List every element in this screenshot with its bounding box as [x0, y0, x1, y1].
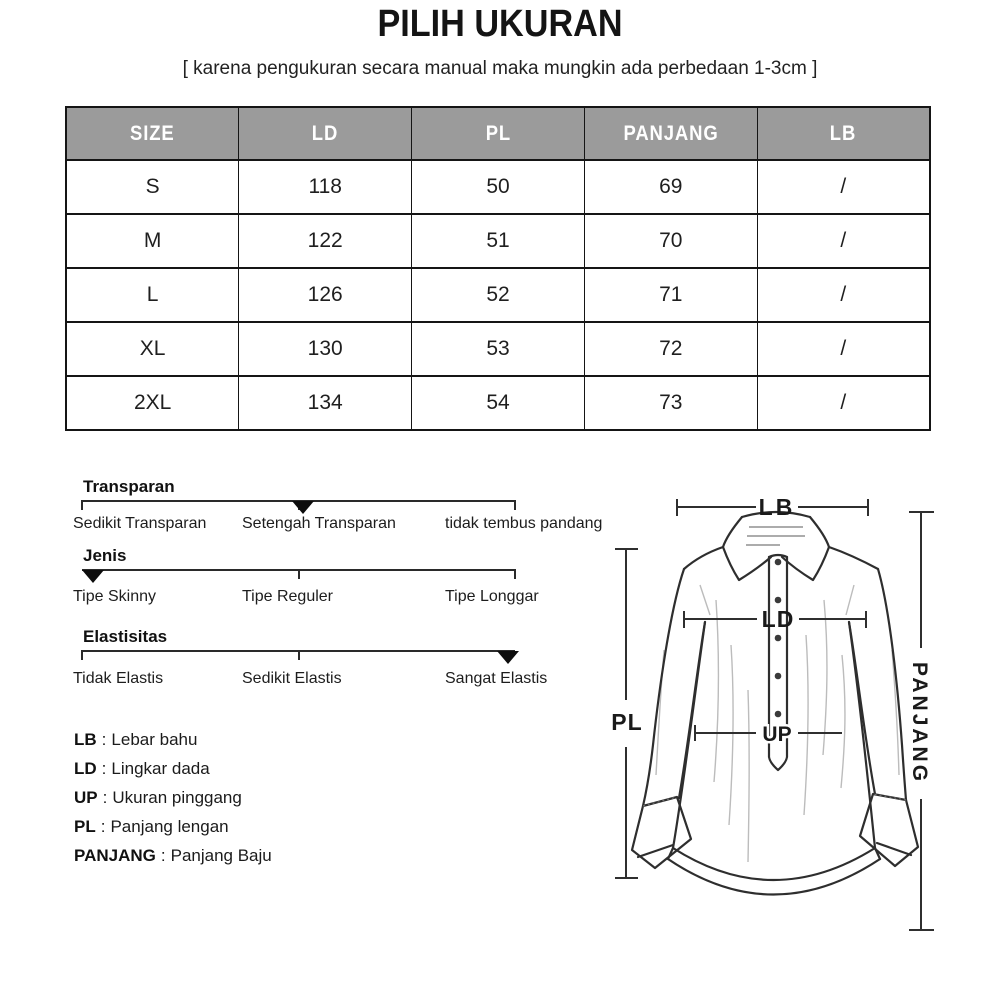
scale-tick	[81, 500, 83, 510]
scale-option: Tipe Reguler	[242, 588, 334, 605]
scale-tick	[81, 650, 83, 660]
cell-ld: 118	[239, 160, 412, 214]
scale-labels-elastisitas	[65, 670, 610, 690]
scale-option: Sedikit Transparan	[73, 515, 207, 532]
cell-lb: /	[757, 268, 930, 322]
scale-title-jenis: Jenis	[83, 546, 127, 565]
cell-size: M	[66, 214, 239, 268]
cell-size: XL	[66, 322, 239, 376]
cuff-stitch-lines	[643, 794, 906, 806]
cell-size: L	[66, 268, 239, 322]
legend-item-pl: PL : Panjang lengan	[74, 817, 229, 836]
col-header-pl: PL	[412, 107, 585, 160]
size-table	[65, 106, 931, 431]
scale-labels-jenis	[65, 588, 610, 608]
legend-item-up: UP : Ukuran pinggang	[74, 788, 242, 807]
diagram-label-lb: LB	[758, 494, 796, 520]
col-header-size: SIZE	[66, 107, 239, 160]
scale-track-jenis	[82, 569, 515, 571]
marker-triangle-icon	[292, 501, 314, 514]
cell-ld: 134	[239, 376, 412, 430]
scale-labels-transparan	[65, 515, 610, 535]
scale-track-elastisitas	[82, 650, 515, 652]
cell-pl: 50	[412, 160, 585, 214]
cell-panjang: 71	[584, 268, 757, 322]
cell-panjang: 72	[584, 322, 757, 376]
measurement-legend	[74, 730, 272, 875]
cell-pl: 51	[412, 214, 585, 268]
table-row	[66, 268, 930, 322]
scale-title-transparan: Transparan	[83, 477, 175, 496]
cell-panjang: 70	[584, 214, 757, 268]
table-row	[66, 214, 930, 268]
size-table-header	[66, 107, 930, 160]
col-header-lb: LB	[757, 107, 930, 160]
scale-option: Setengah Transparan	[242, 515, 396, 532]
scale-tick	[298, 569, 300, 579]
page-title: PILIH UKURAN	[377, 3, 623, 45]
scale-tick	[298, 650, 300, 660]
cell-size: 2XL	[66, 376, 239, 430]
diagram-label-up: UP	[762, 723, 792, 746]
cell-panjang: 69	[584, 160, 757, 214]
legend-item-lb: LB : Lebar bahu	[74, 730, 198, 749]
scale-tick	[514, 569, 516, 579]
marker-triangle-icon	[82, 570, 104, 583]
cell-lb: /	[757, 160, 930, 214]
scale-track-transparan	[82, 500, 515, 502]
legend-item-ld: LD : Lingkar dada	[74, 759, 210, 778]
scale-option: Sangat Elastis	[445, 670, 548, 687]
cell-size: S	[66, 160, 239, 214]
cell-pl: 54	[412, 376, 585, 430]
table-row	[66, 322, 930, 376]
scale-tick	[514, 500, 516, 510]
collar-band-lines	[746, 527, 805, 545]
measurement-lines	[615, 499, 934, 930]
col-header-panjang: PANJANG	[584, 107, 757, 160]
col-header-ld: LD	[239, 107, 412, 160]
diagram-label-ld: LD	[761, 606, 795, 632]
cell-ld: 126	[239, 268, 412, 322]
cell-lb: /	[757, 376, 930, 430]
cell-ld: 130	[239, 322, 412, 376]
diagram-label-pl: PL	[611, 709, 643, 735]
diagram-label-panjang: PANJANG	[908, 661, 931, 785]
cell-pl: 52	[412, 268, 585, 322]
scale-option: tidak tembus pandang	[445, 515, 603, 532]
cell-pl: 53	[412, 322, 585, 376]
shirt-outline	[632, 512, 918, 895]
scale-option: Tipe Longgar	[445, 588, 539, 605]
scale-option: Tipe Skinny	[73, 588, 156, 605]
scale-option: Tidak Elastis	[73, 670, 164, 687]
shirt-measurement-diagram	[585, 470, 1000, 980]
scale-title-elastisitas: Elastisitas	[83, 627, 168, 646]
cell-ld: 122	[239, 214, 412, 268]
table-row	[66, 160, 930, 214]
cell-panjang: 73	[584, 376, 757, 430]
table-row	[66, 376, 930, 430]
legend-item-panjang: PANJANG : Panjang Baju	[74, 846, 272, 865]
cell-lb: /	[757, 214, 930, 268]
page-subtitle: [ karena pengukuran secara manual maka mungkin ada perbedaan 1-3cm ]	[182, 58, 818, 79]
marker-triangle-icon	[497, 651, 519, 664]
cell-lb: /	[757, 322, 930, 376]
scale-option: Sedikit Elastis	[242, 670, 342, 687]
button-dots	[775, 559, 782, 718]
